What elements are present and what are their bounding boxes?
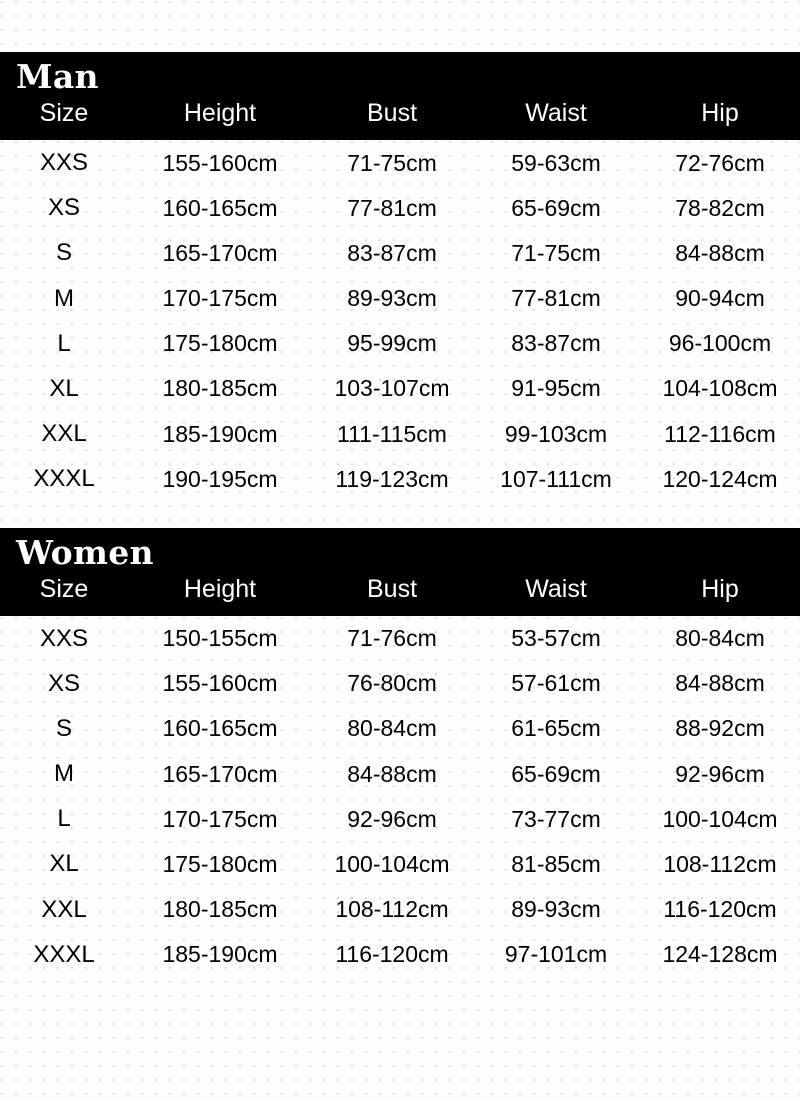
cell-bust: 111-115cm bbox=[337, 420, 447, 447]
cell-height: 185-190cm bbox=[162, 941, 278, 968]
cell-height: 170-175cm bbox=[162, 285, 278, 312]
cell-height: 180-185cm bbox=[162, 896, 278, 923]
cell-bust: 108-112cm bbox=[335, 896, 449, 923]
table-row bbox=[0, 321, 800, 366]
cell-hip: 116-120cm bbox=[663, 896, 777, 923]
cell-hip: 84-88cm bbox=[675, 239, 765, 266]
cell-height: 175-180cm bbox=[162, 850, 278, 877]
section-divider-gap bbox=[0, 502, 800, 528]
cell-bust: 95-99cm bbox=[347, 330, 437, 357]
man-data-table bbox=[0, 140, 800, 502]
man-col-bust: Bust bbox=[366, 99, 418, 127]
cell-waist: 77-81cm bbox=[511, 285, 601, 312]
table-row bbox=[0, 140, 800, 185]
section-women bbox=[0, 528, 800, 978]
women-body-block bbox=[0, 616, 800, 978]
cell-waist: 97-101cm bbox=[504, 941, 608, 968]
cell-height: 180-185cm bbox=[162, 375, 278, 402]
cell-waist: 91-95cm bbox=[511, 375, 601, 402]
table-row bbox=[0, 230, 800, 275]
table-row bbox=[0, 411, 800, 456]
cell-size: S bbox=[55, 239, 72, 267]
cell-waist: 59-63cm bbox=[511, 149, 601, 176]
cell-waist: 65-69cm bbox=[511, 194, 601, 221]
cell-hip: 96-100cm bbox=[668, 330, 772, 357]
cell-hip: 88-92cm bbox=[675, 715, 765, 742]
cell-bust: 103-107cm bbox=[334, 375, 450, 402]
man-header-row bbox=[0, 97, 800, 140]
cell-size: S bbox=[55, 714, 72, 742]
women-section-title: Women bbox=[16, 532, 154, 572]
cell-bust: 83-87cm bbox=[347, 239, 437, 266]
cell-waist: 107-111cm bbox=[500, 465, 612, 492]
cell-bust: 92-96cm bbox=[347, 805, 437, 832]
top-spacer bbox=[0, 0, 800, 52]
table-row bbox=[0, 887, 800, 932]
table-row bbox=[0, 661, 800, 706]
women-data-table bbox=[0, 616, 800, 978]
cell-size: L bbox=[57, 329, 71, 357]
cell-size: XXXL bbox=[33, 940, 95, 968]
cell-hip: 72-76cm bbox=[675, 149, 765, 176]
cell-height: 160-165cm bbox=[162, 194, 278, 221]
cell-hip: 80-84cm bbox=[675, 625, 765, 652]
cell-height: 165-170cm bbox=[162, 239, 278, 266]
cell-size: XXL bbox=[41, 895, 87, 923]
man-section-title: Man bbox=[16, 57, 99, 96]
cell-size: L bbox=[57, 805, 71, 833]
cell-bust: 71-76cm bbox=[347, 625, 437, 652]
cell-bust: 76-80cm bbox=[347, 670, 437, 697]
cell-height: 185-190cm bbox=[162, 420, 278, 447]
cell-hip: 120-124cm bbox=[662, 465, 778, 492]
women-col-size: Size bbox=[39, 574, 89, 603]
cell-height: 160-165cm bbox=[162, 715, 278, 742]
cell-size: XXL bbox=[41, 420, 87, 448]
cell-waist: 81-85cm bbox=[511, 850, 601, 877]
women-header-table bbox=[0, 573, 800, 616]
cell-hip: 124-128cm bbox=[662, 941, 778, 968]
table-row bbox=[0, 366, 800, 411]
man-col-waist: Waist bbox=[525, 99, 587, 127]
man-col-hip: Hip bbox=[701, 99, 739, 127]
cell-size: M bbox=[54, 760, 74, 788]
table-row bbox=[0, 185, 800, 230]
table-row bbox=[0, 796, 800, 841]
table-row bbox=[0, 456, 800, 501]
cell-height: 190-195cm bbox=[162, 465, 278, 492]
cell-height: 150-155cm bbox=[162, 625, 278, 652]
man-col-size: Size bbox=[39, 99, 89, 127]
cell-hip: 78-82cm bbox=[675, 194, 765, 221]
cell-bust: 116-120cm bbox=[335, 941, 449, 968]
women-col-height: Height bbox=[183, 574, 257, 603]
man-col-height: Height bbox=[183, 99, 257, 127]
cell-size: XS bbox=[47, 194, 80, 222]
cell-hip: 112-116cm bbox=[664, 420, 776, 447]
cell-size: XS bbox=[47, 669, 80, 697]
table-row bbox=[0, 706, 800, 751]
man-header-block bbox=[0, 52, 800, 140]
cell-bust: 80-84cm bbox=[347, 715, 437, 742]
cell-hip: 92-96cm bbox=[675, 760, 765, 787]
cell-size: XXS bbox=[39, 624, 89, 652]
cell-waist: 99-103cm bbox=[504, 420, 608, 447]
cell-size: XXS bbox=[39, 149, 89, 176]
table-row bbox=[0, 751, 800, 796]
cell-size: M bbox=[54, 284, 74, 312]
cell-waist: 71-75cm bbox=[511, 239, 601, 266]
women-col-bust: Bust bbox=[366, 574, 418, 603]
cell-height: 170-175cm bbox=[162, 805, 278, 832]
cell-size: XL bbox=[49, 850, 79, 878]
cell-waist: 53-57cm bbox=[511, 625, 601, 652]
cell-bust: 71-75cm bbox=[347, 149, 437, 176]
man-body-block bbox=[0, 140, 800, 502]
cell-waist: 61-65cm bbox=[511, 715, 601, 742]
cell-hip: 90-94cm bbox=[675, 285, 765, 312]
cell-size: XXXL bbox=[33, 465, 95, 493]
cell-bust: 89-93cm bbox=[347, 285, 437, 312]
table-row bbox=[0, 616, 800, 661]
cell-waist: 83-87cm bbox=[511, 330, 601, 357]
cell-height: 175-180cm bbox=[162, 330, 278, 357]
cell-hip: 100-104cm bbox=[662, 805, 778, 832]
cell-height: 165-170cm bbox=[162, 760, 278, 787]
women-header-row bbox=[0, 573, 800, 616]
cell-waist: 57-61cm bbox=[511, 670, 601, 697]
cell-height: 155-160cm bbox=[162, 670, 278, 697]
table-row bbox=[0, 932, 800, 977]
women-header-block bbox=[0, 528, 800, 616]
cell-hip: 84-88cm bbox=[675, 670, 765, 697]
table-row bbox=[0, 841, 800, 886]
cell-hip: 108-112cm bbox=[663, 850, 777, 877]
cell-bust: 77-81cm bbox=[347, 194, 437, 221]
women-col-hip: Hip bbox=[701, 574, 739, 603]
cell-waist: 73-77cm bbox=[511, 805, 601, 832]
table-row bbox=[0, 276, 800, 321]
cell-hip: 104-108cm bbox=[662, 375, 778, 402]
cell-bust: 84-88cm bbox=[347, 760, 437, 787]
women-col-waist: Waist bbox=[525, 574, 587, 603]
man-header-table bbox=[0, 97, 800, 140]
cell-height: 155-160cm bbox=[162, 149, 278, 176]
cell-waist: 65-69cm bbox=[511, 760, 601, 787]
cell-size: XL bbox=[49, 374, 79, 402]
section-man bbox=[0, 52, 800, 502]
cell-waist: 89-93cm bbox=[511, 896, 601, 923]
cell-bust: 100-104cm bbox=[334, 850, 450, 877]
cell-bust: 119-123cm bbox=[335, 465, 449, 492]
